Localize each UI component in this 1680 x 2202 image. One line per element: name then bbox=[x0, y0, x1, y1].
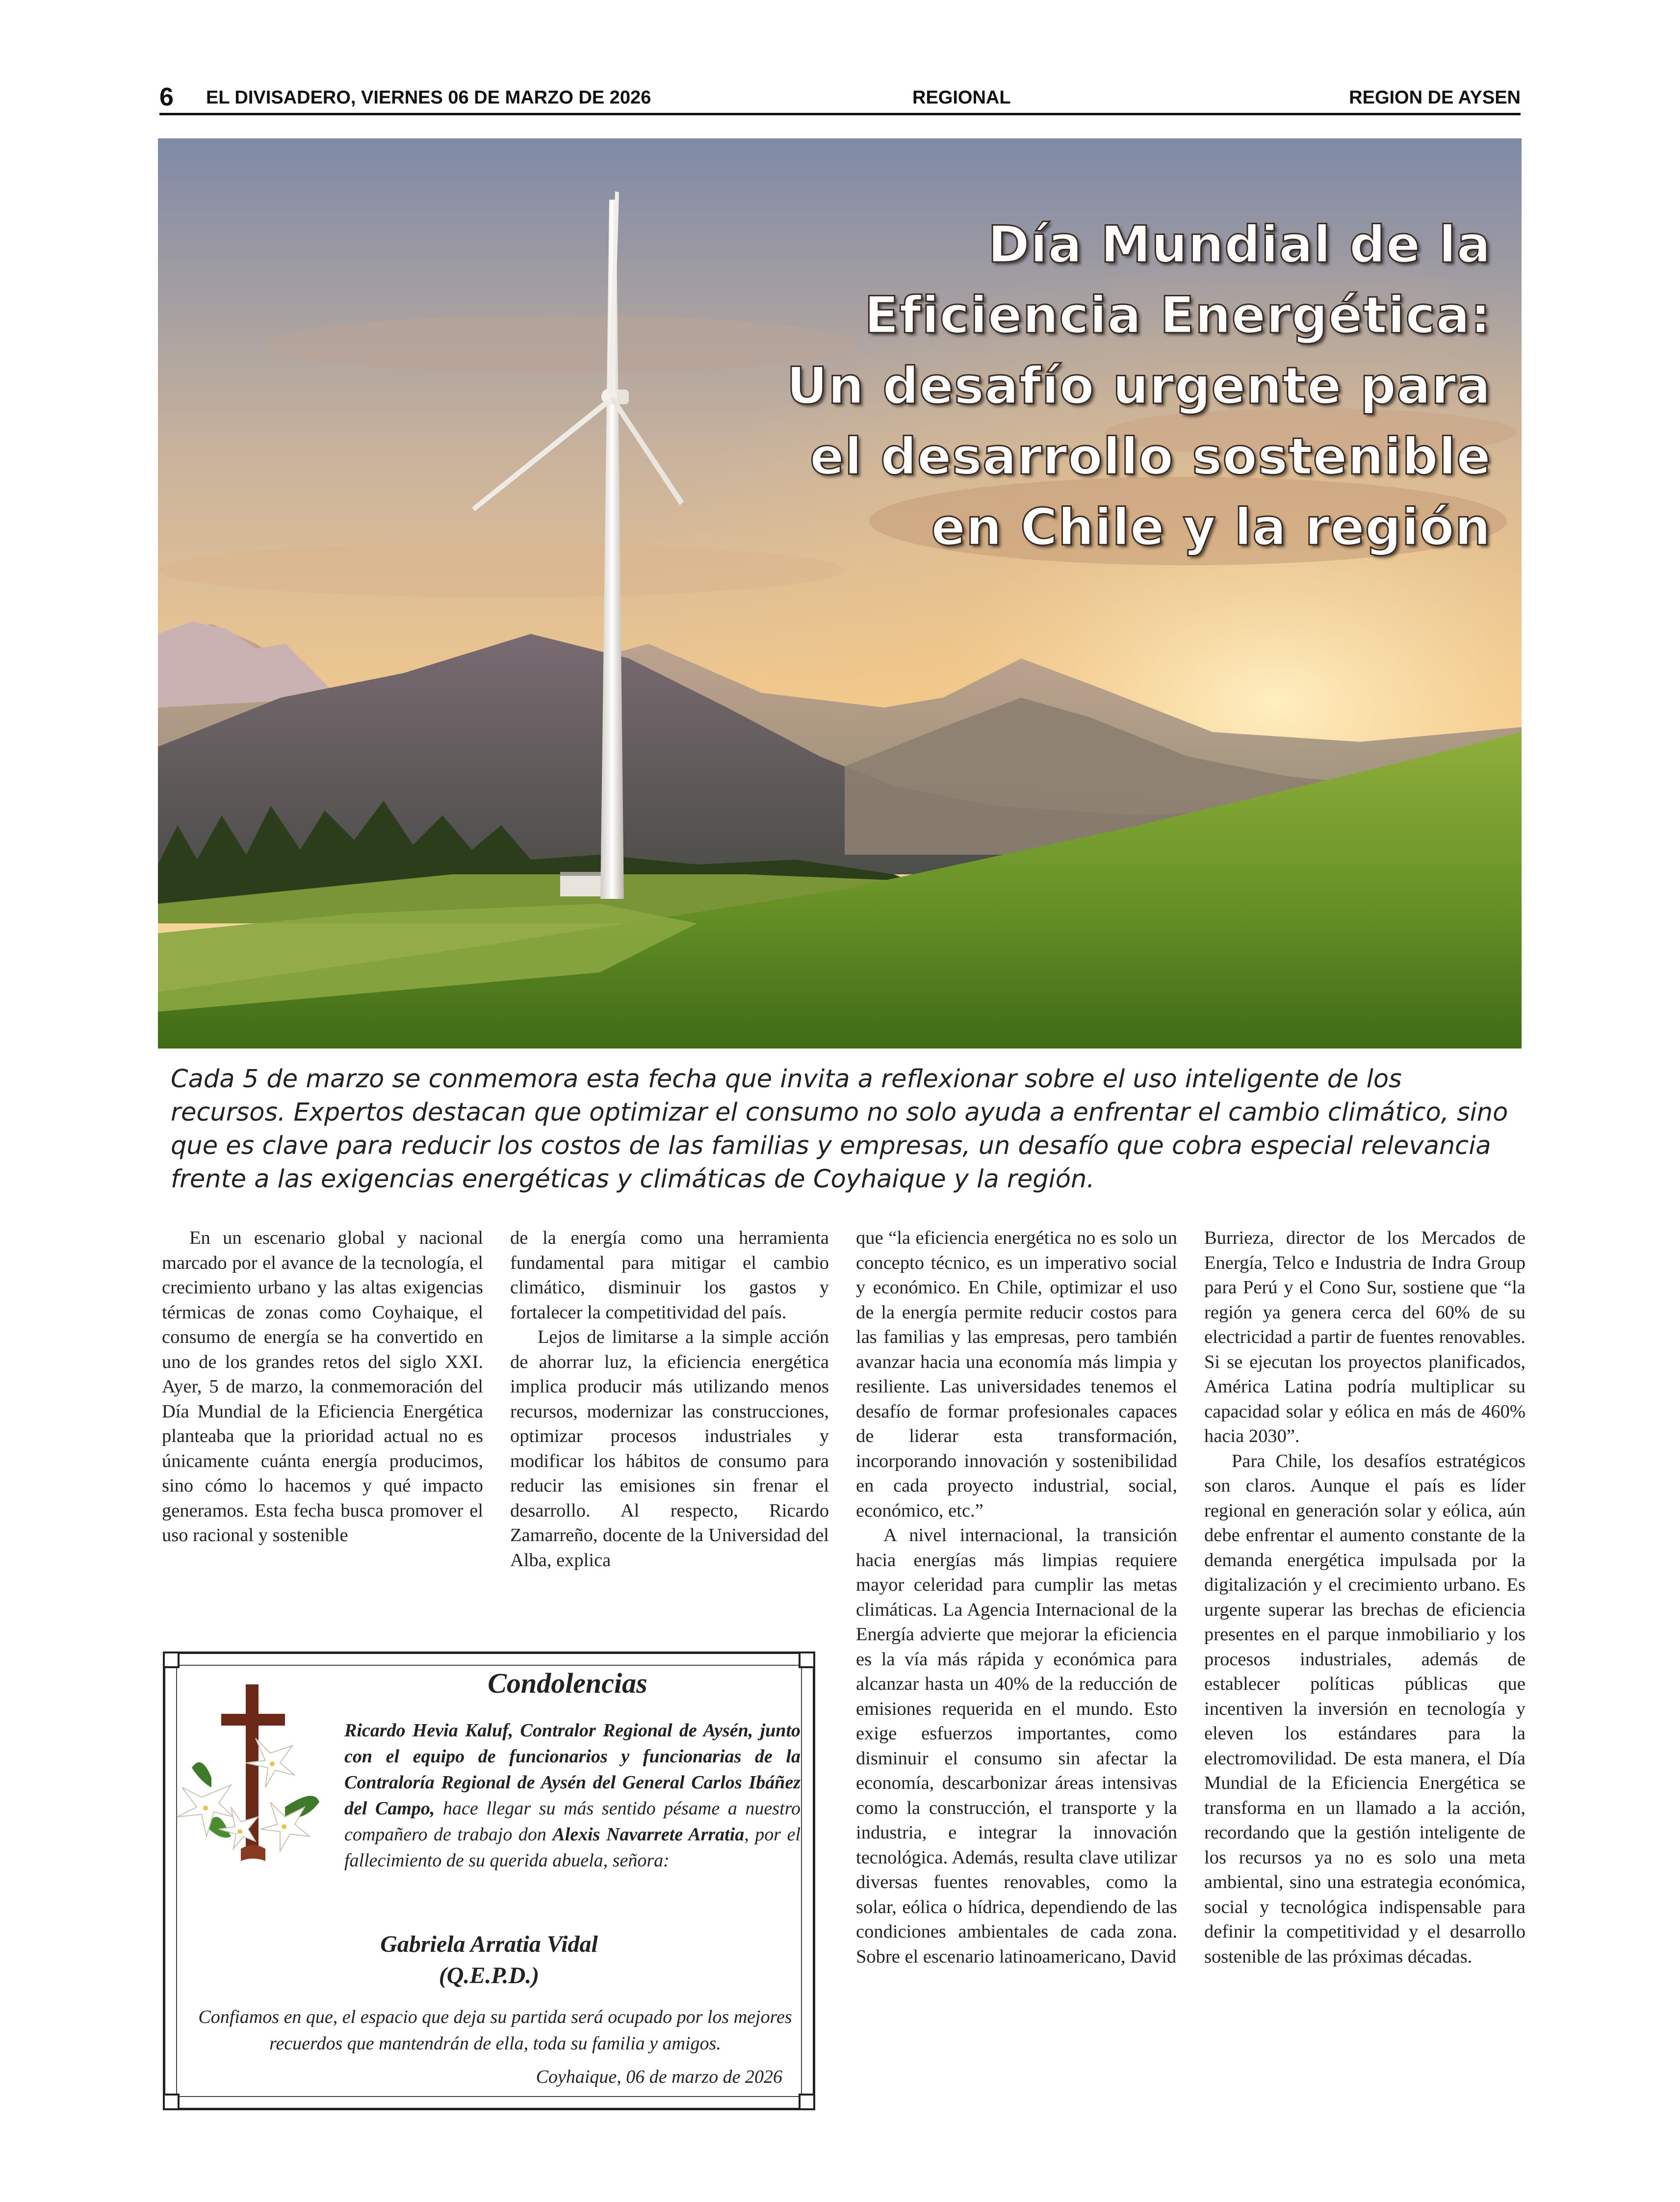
article-headline: Día Mundial de la Eficiencia Energética: Un desafío urgente para el desarrollo sostenible en Chile y la región bbox=[786, 215, 1491, 557]
article-column-4 bbox=[1204, 1226, 1525, 1969]
article-column-2 bbox=[510, 1226, 829, 1573]
condolences-message bbox=[190, 1718, 801, 1874]
frame-corner bbox=[799, 1652, 815, 1668]
body-paragraph: Burrieza, director de los Mercados de Energía, Telco e Industria de Indra Group para Perú y el Cono Sur, sostiene que “la región ya genera cerca del 60% de su electricidad a partir de fuentes renovables. Si se ejecutan los proyectos planificados, América Latina podría multiplicar su capacidad solar y eólica en más de 460% hacia 2030”. bbox=[1204, 1228, 1525, 1446]
condolences-message-body bbox=[190, 1718, 801, 1874]
body-paragraph: de la energía como una herramienta fundamental para mitigar el cambio climático, disminuir los gastos y fortalecer la competitividad del país. bbox=[510, 1228, 829, 1323]
condolences-date: Coyhaique, 06 de marzo de 2026 bbox=[536, 2067, 782, 2087]
lede-text: Cada 5 de marzo se conmemora esta fecha que invita a reflexionar sobre el uso inteligente de los recursos. Expertos destacan que optimizar el consumo no solo ayuda a enfrentar el cambio climático, sino que es clave para reducir los costos de las familias y empresas, un desafío que cobra especial relevancia frente a las exigencias energéticas y climáticas de Coyhaique y la región. bbox=[171, 1065, 1508, 1194]
sender-name: Ricardo Hevia Kaluf, Contralor Regional de Aysén, junto con el equipo de funcionarios y funcionarias de la Contraloría Regional de Aysén del General Carlos Ibáñez del Campo, bbox=[344, 1720, 801, 1819]
condolences-text: hace llegar su más sentido pésame a nuestro compañero de trabajo don bbox=[344, 1798, 801, 1845]
page-number: 6 bbox=[159, 83, 174, 111]
header-rule bbox=[159, 113, 1521, 115]
frame-corner bbox=[163, 2094, 180, 2110]
deceased-name-block bbox=[165, 1929, 813, 1992]
body-paragraph: Lejos de limitarse a la simple acción de ahorrar luz, la eficiencia energética implica producir más utilizando menos recursos, modernizar las construcciones, optimizar procesos industriales y modificar los hábitos de consumo para reducir las emisiones sin frenar el desarrollo. Al respecto, Ricardo Zamarreño, docente de la Universidad del Alba, explica bbox=[510, 1327, 829, 1571]
region-label: REGION DE AYSEN bbox=[1349, 87, 1521, 108]
section-label: REGIONAL bbox=[912, 87, 1011, 108]
condolences-title: Condolencias bbox=[488, 1667, 647, 1699]
body-paragraph: Para Chile, los desafíos estratégicos son claros. Aunque el país es líder regional en generación solar y eólica, aún debe enfrentar el aumento constante de la demanda energética impulsada por la digitalización y el crecimiento urbano. Es urgente superar las brechas de eficiencia presentes en el parque inmobiliario y los procesos industriales, además de establecer políticas públicas que incentiven la inversión en tecnología y eleven los estándares para la electromovilidad. De esta manera, el Día Mundial de la Eficiencia Energética se transforma en un llamado a la acción, recordando que la gestión inteligente de los recursos ya no es solo una meta ambiental, sino una estrategia económica, social y tecnológica indispensable para definir la competitividad y el desarrollo sostenible de las próximas décadas. bbox=[1204, 1450, 1525, 1967]
deceased-name: Gabriela Arratia Vidal bbox=[380, 1931, 598, 1957]
condolences-closing: Confiamos en que, el espacio que deja su partida será ocupado por los mejores recuerdos que mantendrán de ella, toda su familia y amigos. bbox=[198, 2007, 792, 2054]
article-column-1 bbox=[162, 1226, 483, 1548]
body-paragraph: A nivel internacional, la transición hacia energías más limpias requiere mayor celeridad para cumplir las metas climáticas. La Agencia Internacional de la Energía advierte que mejorar la eficiencia es la vía más rápida y económica para alcanzar hasta un 40% de la reducción de emisiones requerida en el mundo. Esto exige esfuerzos importantes, como disminuir el consumo sin afectar la economía, descarbonizar áreas intensivas como la construcción, el transporte y la industria, e integrar la innovación tecnológica. Además, resulta clave utilizar diversas fuentes renovables, como la solar, eólica o hídrica, dependiendo de las condiciones ambientales de cada zona. Sobre el escenario latinoamericano, David bbox=[856, 1525, 1177, 1967]
hero-photo bbox=[158, 138, 1522, 1049]
condolences-text: , por el fallecimiento de su querida abuela, señora: bbox=[344, 1824, 801, 1871]
body-paragraph: que “la eficiencia energética no es solo un concepto técnico, es un imperativo social y económico. En Chile, optimizar el uso de la energía permite reducir costos para las familias y las empresas, pero también avanzar hacia una economía más limpia y resiliente. Las universidades tenemos el desafío de formar profesionales capaces de liderar esta transformación, incorporando innovación y sostenibilidad en cada proyecto industrial, social, económico, etc.” bbox=[856, 1228, 1177, 1521]
qepd-label: (Q.E.P.D.) bbox=[439, 1963, 540, 1989]
frame-corner bbox=[799, 2094, 815, 2110]
article-lede bbox=[171, 1063, 1515, 1196]
colleague-name: Alexis Navarrete Arratia bbox=[552, 1824, 745, 1845]
article-column-3 bbox=[856, 1226, 1177, 1969]
frame-corner bbox=[163, 1652, 180, 1668]
publication-dateline: EL DIVISADERO, VIERNES 06 DE MARZO DE 2026 bbox=[206, 87, 651, 108]
body-paragraph: En un escenario global y nacional marcado por el avance de la tecnología, el crecimiento urbano y las altas exigencias térmicas de zonas como Coyhaique, el consumo de energía se ha convertido en uno de los grandes retos del siglo XXI. Ayer, 5 de marzo, la conmemoración del Día Mundial de la Eficiencia Energética planteaba que la prioridad actual no es únicamente cuánta energía producimos, sino cómo lo hacemos y qué impacto generamos. Esta fecha busca promover el uso racional y sostenible bbox=[162, 1228, 483, 1546]
condolences-notice bbox=[163, 1652, 815, 2110]
